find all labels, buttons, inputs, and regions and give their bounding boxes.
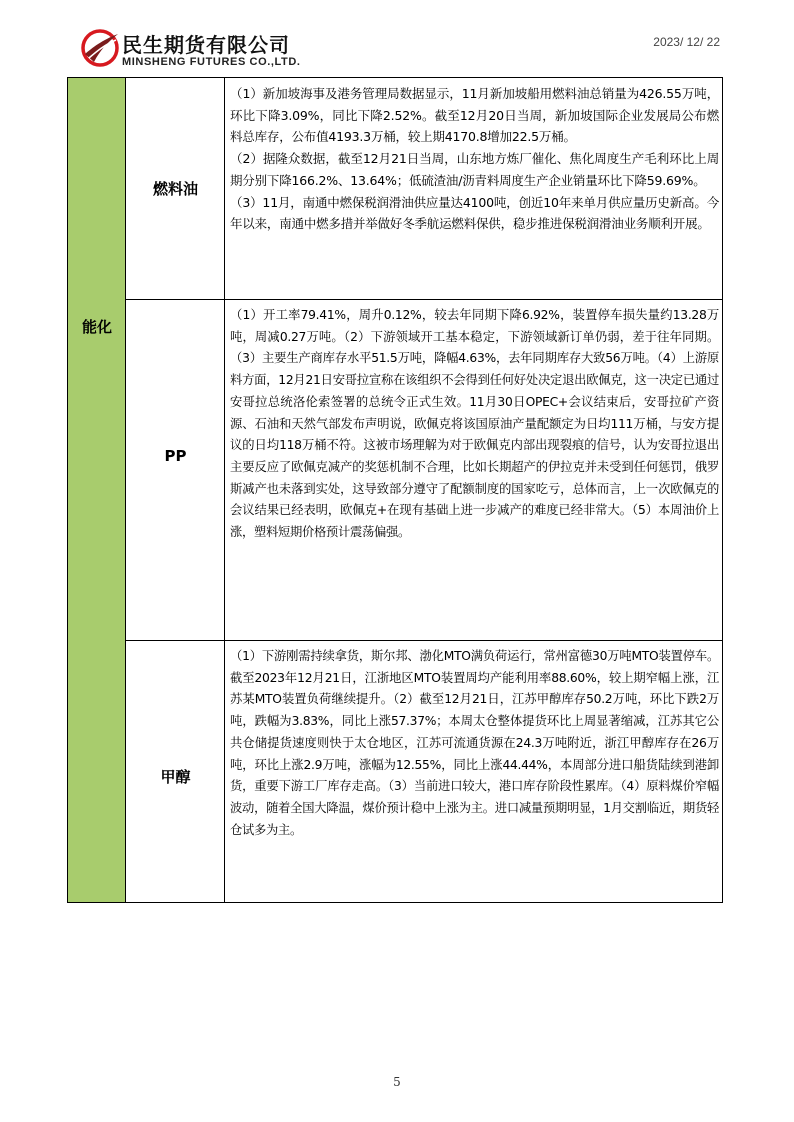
minsheng-logo-icon <box>80 28 120 68</box>
report-date: 2023/ 12/ 22 <box>653 35 720 49</box>
commodity-name-cell <box>126 300 225 640</box>
page-header <box>0 0 794 78</box>
brand-name-cn: 民生期货有限公司 <box>122 33 290 57</box>
commodity-name-cell <box>126 641 225 902</box>
commodity-analysis-cell <box>225 641 722 902</box>
sector-label: 能化 <box>81 318 112 336</box>
analysis-paragraph: （1）新加坡海事及港务管理局数据显示，11月新加坡船用燃料油总销量为426.55万吨，环比下降3.09%，同比下降2.52%。截至12月20日当周，新加坡国际企业发展局公布燃料总库存，公布值4193.3万桶，较上期4170.8增加22.5万桶。 <box>230 86 719 145</box>
commodity-report-table <box>67 77 723 903</box>
commodity-name: 甲醇 <box>160 768 191 786</box>
commodity-analysis-cell <box>225 78 722 299</box>
commodity-name: 燃料油 <box>152 180 198 198</box>
table-row-fuel-oil <box>126 78 722 299</box>
analysis-paragraph: （2）据隆众数据，截至12月21日当周，山东地方炼厂催化、焦化周度生产毛利环比上周期分别下降166.2%、13.64%；低硫渣油/沥青料周度生产企业销量环比下降59.69%。 <box>230 151 719 188</box>
analysis-paragraph: （3）11月，南通中燃保税润滑油供应量达4100吨，创近10年来单月供应量历史新高。今年以来，南通中燃多措并举做好冬季航运燃料保供，稳步推进保税润滑油业务顺利开展。 <box>230 194 719 232</box>
brand-name-en: MINSHENG FUTURES CO.,LTD. <box>122 56 301 68</box>
table-row-pp <box>126 299 722 640</box>
table-row-methanol <box>126 640 722 902</box>
sector-cell <box>68 78 126 902</box>
analysis-paragraph: （1）开工率79.41%，周升0.12%，较去年同期下降6.92%，装置停车损失量约13.28万吨，周减0.27万吨。（2）下游领域开工基本稳定，下游领域新订单仍弱，差于往年同期。（3）主要生产商库存水平51.5万吨，降幅4.63%，去年同期库存大致56万吨。（4）上游原料方面，12月21日安哥拉宣称在该组织不会得到任何好处决定退出欧佩克，这一决定已通过安哥拉总统洛伦索签署的总统令正式生效。11月30日OPEC+会议结束后，安哥拉矿产资源、石油和天然气部发布声明说，欧佩克将该国原油产量配额定为日均111万桶，与安方提议的日均118万桶不符。这被市场理解为对于欧佩克内部出现裂痕的信号，认为安哥拉退出主要反应了欧佩克减产的奖惩机制不合理，比如长期超产的伊拉克并未受到任何惩罚，俄罗斯减产也未落到实处，这导致部分遵守了配额制度的国家吃亏，总体而言，上一次欧佩克的会议结果已经表明，欧佩克+在现有基础上进一步减产的难度已经非常大。（5）本周油价上涨，塑料短期价格预计震荡偏强。 <box>230 308 719 540</box>
commodity-analysis-cell <box>225 300 722 640</box>
commodity-name-cell <box>126 78 225 299</box>
commodity-name: PP <box>164 447 187 465</box>
analysis-paragraph: （1）下游刚需持续拿货，斯尔邦、渤化MTO满负荷运行，常州富德30万吨MTO装置停车。截至2023年12月21日，江浙地区MTO装置周均产能利用率88.60%，较上期窄幅上涨，江苏某MTO装置负荷继续提升。（2）截至12月21日，江苏甲醇库存50.2万吨，环比下跌2万吨，跌幅为3.83%，同比上涨57.37%；本周太仓整体提货环比上周显著缩减，江苏其它公共仓储提货速度则快于太仓地区，江苏可流通货源在24.3万吨附近，浙江甲醇库存在26万吨，环比上涨2.9万吨，涨幅为12.55%，同比上涨44.44%，本周部分进口船货陆续到港卸货，重要下游工厂库存走高。（3）当前进口较大，港口库存阶段性累库。（4）原料煤价窄幅波动，随着全国大降温，煤价预计稳中上涨为主。进口减量预期明显，1月交割临近，期货轻仓试多为主。 <box>230 649 719 837</box>
page-number: 5 <box>393 1075 401 1089</box>
